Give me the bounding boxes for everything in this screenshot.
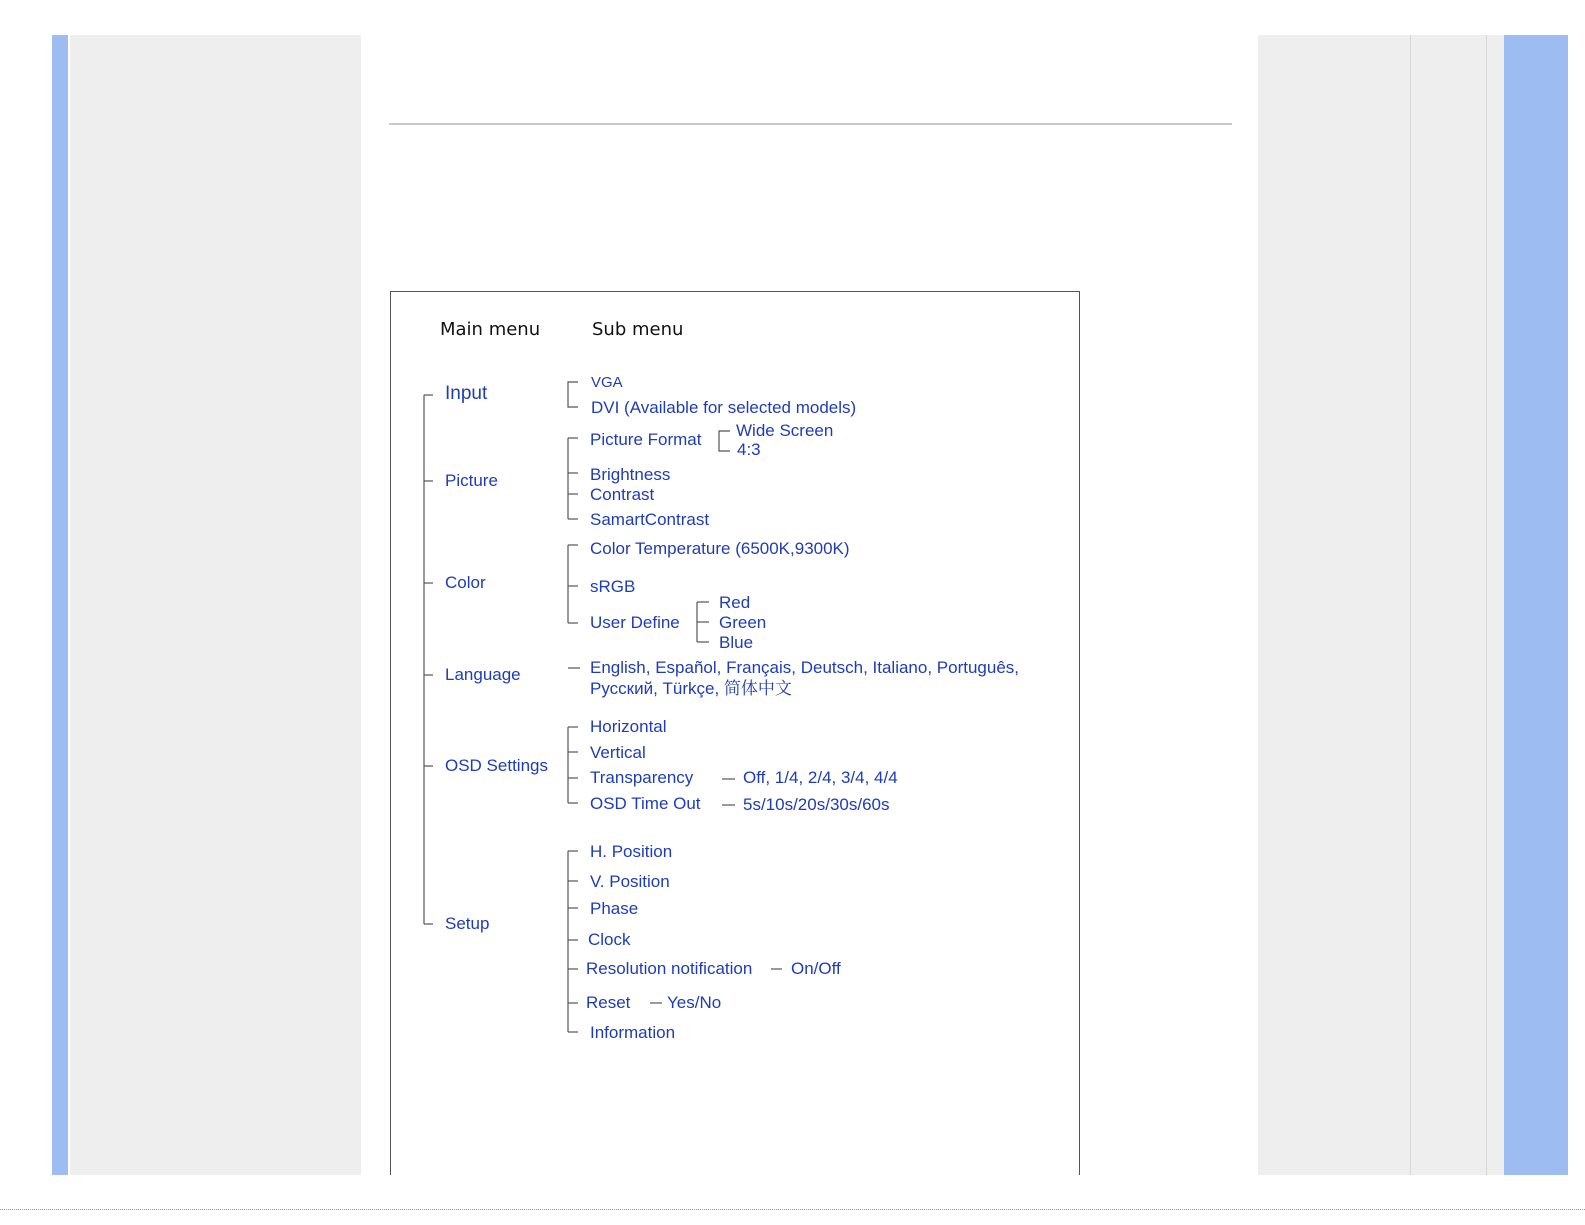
main-item-language: Language — [445, 665, 521, 684]
right-sidebar-divider — [1486, 35, 1487, 1175]
sub-item-h-position: H. Position — [590, 842, 673, 861]
sub-item-clock: Clock — [588, 930, 631, 949]
sub-item-vga: VGA — [591, 374, 623, 391]
page-bottom-margin — [0, 1175, 1585, 1225]
sub-item-wide-screen: Wide Screen — [736, 421, 834, 440]
sub-item-red: Red — [719, 593, 751, 612]
left-sidebar-panel — [70, 35, 361, 1175]
sub-item-time-out-values: 5s/10s/20s/30s/60s — [743, 795, 890, 814]
main-item-osd-settings: OSD Settings — [445, 756, 548, 775]
sub-item-dvi: DVI (Available for selected models) — [591, 398, 857, 417]
main-item-input: Input — [445, 383, 488, 404]
sub-item-brightness: Brightness — [590, 465, 671, 484]
horizontal-rule — [389, 123, 1232, 125]
main-item-color: Color — [445, 573, 486, 592]
sub-item-blue: Blue — [719, 633, 754, 652]
main-item-setup: Setup — [445, 914, 490, 933]
osd-menu-tree-diagram — [390, 291, 1080, 1175]
sub-item-horizontal: Horizontal — [590, 717, 667, 736]
right-sidebar-divider — [1410, 35, 1411, 1175]
sub-item-transparency: Transparency — [590, 768, 694, 787]
sub-item-phase: Phase — [590, 899, 639, 918]
sub-item-resolution-values: On/Off — [791, 959, 841, 978]
sub-item-smart-contrast: SamartContrast — [590, 510, 710, 529]
sub-item-information: Information — [590, 1023, 676, 1042]
sub-item-green: Green — [719, 613, 767, 632]
sub-menu-header: Sub menu — [592, 319, 684, 340]
sub-item-transparency-values: Off, 1/4, 2/4, 3/4, 4/4 — [743, 768, 898, 787]
sub-item-srgb: sRGB — [590, 577, 636, 596]
page-break-dotted-line — [0, 1209, 1585, 1210]
sub-item-language-list-line2: Русский, Türkçe, 简体中文 — [590, 679, 792, 698]
sub-item-resolution-notification: Resolution notification — [586, 959, 753, 978]
sub-item-v-position: V. Position — [590, 872, 670, 891]
sub-item-picture-format: Picture Format — [590, 430, 702, 449]
sub-item-reset: Reset — [586, 993, 631, 1012]
right-sidebar-panel — [1258, 35, 1504, 1175]
left-border-strip — [52, 35, 68, 1175]
main-menu-header: Main menu — [440, 319, 541, 340]
sub-item-contrast: Contrast — [590, 485, 655, 504]
sub-item-vertical: Vertical — [590, 743, 646, 762]
sub-item-osd-time-out: OSD Time Out — [590, 794, 701, 813]
sub-item-user-define: User Define — [590, 613, 680, 632]
sub-item-reset-values: Yes/No — [667, 993, 722, 1012]
sub-item-color-temperature: Color Temperature (6500K,9300K) — [590, 539, 850, 558]
sub-item-language-list-line1: English, Español, Français, Deutsch, Italiano, Português, — [590, 658, 1020, 677]
right-border-strip — [1504, 35, 1568, 1175]
sub-item-aspect-ratio: 4:3 — [737, 440, 761, 459]
main-item-picture: Picture — [445, 471, 498, 490]
